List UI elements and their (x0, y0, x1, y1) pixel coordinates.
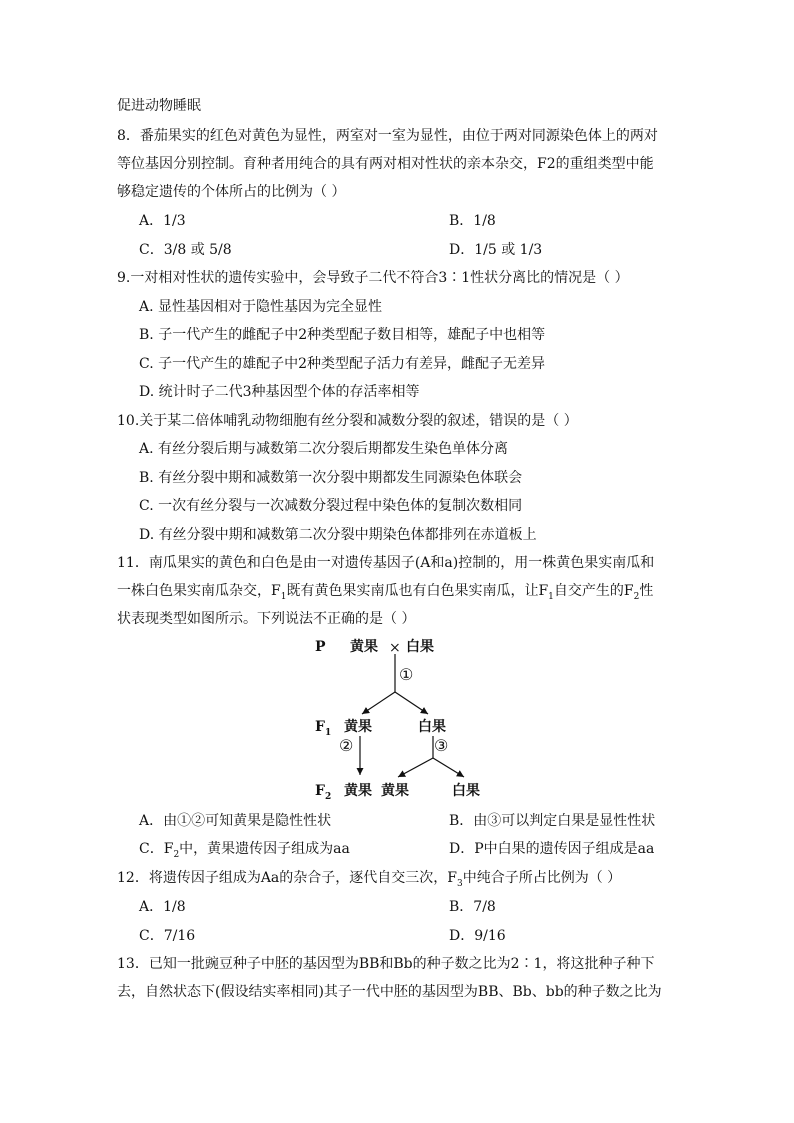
arrow-to-f1-yellow (362, 692, 395, 714)
q10-option-d: D. 有丝分裂中期和减数第二次分裂中期染色体都排列在赤道板上 (139, 527, 537, 543)
f1-yellow-fruit: 黄果 (344, 719, 372, 735)
text-line: 促进动物睡眠 (117, 98, 201, 114)
q12-option-a: A．1/8 (139, 899, 186, 915)
subscript: 1 (548, 591, 554, 602)
step-3-marker: ③ (434, 736, 449, 755)
cross-symbol: × (389, 640, 401, 656)
q10-option-c: C. 一次有丝分裂与一次减数分裂过程中染色体的复制次数相同 (139, 498, 523, 514)
text-run: 既有黄色果实南瓜也有白色果实南瓜，让F (286, 583, 549, 599)
genetics-cross-diagram (300, 632, 520, 807)
p-yellow-fruit: 黄果 (350, 639, 378, 655)
q9-option-b: B. 子一代产生的雌配子中2种类型配子数目相等，雄配子中也相等 (139, 327, 546, 343)
q8-option-c: C．3/8 或 5/8 (139, 242, 232, 258)
f1-white-fruit: 白果 (418, 719, 446, 735)
text-run: 性 (639, 583, 654, 599)
arrow-to-f2-white (433, 758, 464, 777)
generation-f2-label (315, 782, 331, 800)
text-run: 12．将遗传因子组成为Aa的杂合子，逐代自交三次，F (117, 870, 457, 886)
subscript: 1 (280, 591, 287, 602)
q11-option-b: B．由③可以判定白果是显性性状 (449, 813, 656, 829)
text-run: 中纯合子所占比例为（ ） (462, 870, 622, 886)
f2-yellow-fruit-1: 黄果 (344, 783, 372, 799)
f2-yellow-fruit-2: 黄果 (381, 783, 409, 799)
subscript: 2 (173, 849, 180, 860)
q9-option-d: D. 统计时子二代3种基因型个体的存活率相等 (139, 384, 420, 400)
text-run: 一株白色果实南瓜杂交，F (117, 583, 281, 599)
q11-option-c (139, 839, 350, 859)
question-11-stem (117, 581, 653, 601)
question-11-stem: 状表现类型如图所示。下列说法不正确的是（ ） (117, 611, 416, 627)
q10-option-a: A. 有丝分裂后期与减数第二次分裂后期都发生染色单体分离 (139, 441, 509, 457)
question-9-stem: 9.一对相对性状的遗传实验中，会导致子二代不符合3∶1性状分离比的情况是（ ） (117, 270, 629, 286)
step-1-marker: ① (399, 665, 414, 684)
q8-option-d: D．1/5 或 1/3 (449, 242, 543, 258)
text-run: 中，黄果遗传因子组成为aa (179, 841, 350, 857)
text-run: F (315, 719, 325, 735)
text-run: C．F (139, 841, 174, 857)
subscript: 1 (324, 727, 332, 738)
generation-p-label: P (315, 639, 326, 655)
q12-option-b: B．7/8 (449, 899, 496, 915)
q11-option-d: D．P中白果的遗传因子组成是aa (449, 841, 655, 857)
text-run: F (315, 783, 325, 799)
question-11-stem: 11．南瓜果实的黄色和白色是由一对遗传基因子(A和a)控制的，用一株黄色果实南瓜和 (117, 555, 655, 571)
question-12-stem (117, 868, 621, 888)
generation-f1-label (315, 718, 331, 736)
subscript: 2 (633, 591, 640, 602)
q12-option-d: D．9/16 (449, 928, 506, 944)
subscript: 2 (324, 791, 332, 802)
question-13-stem: 13．已知一批豌豆种子中胚的基因型为BB和Bb的种子数之比为2∶1，将这批种子种下 (117, 956, 655, 972)
q12-option-c: C．7/16 (139, 928, 196, 944)
question-13-stem: 去，自然状态下(假设结实率相同)其子一代中胚的基因型为BB、Bb、bb的种子数之比为 (117, 984, 662, 1000)
q8-option-b: B．1/8 (449, 213, 496, 229)
question-8-stem: 够稳定遗传的个体所占的比例为（ ） (117, 184, 346, 200)
q9-option-a: A. 显性基因相对于隐性基因为完全显性 (139, 299, 383, 315)
diagram-lines (300, 632, 520, 807)
q9-option-c: C. 子一代产生的雄配子中2种类型配子活力有差异，雌配子无差异 (139, 356, 546, 372)
p-white-fruit: 白果 (406, 639, 434, 655)
q11-option-a: A．由①②可知黄果是隐性性状 (139, 813, 332, 829)
arrow-to-f2-yellow (398, 758, 433, 777)
question-8-stem: 等位基因分别控制。育种者用纯合的具有两对相对性状的亲本杂交，F2的重组类型中能 (117, 156, 654, 172)
q10-option-b: B. 有丝分裂中期和减数第一次分裂中期都发生同源染色体联会 (139, 470, 523, 486)
question-8-stem: 8．番茄果实的红色对黄色为显性，两室对一室为显性，由位于两对同源染色体上的两对 (117, 128, 658, 144)
subscript: 3 (456, 878, 463, 889)
f2-white-fruit: 白果 (452, 783, 480, 799)
arrow-to-f1-white (395, 692, 428, 714)
text-run: 自交产生的F (553, 583, 634, 599)
step-2-marker: ② (339, 736, 354, 755)
question-10-stem: 10.关于某二倍体哺乳动物细胞有丝分裂和减数分裂的叙述，错误的是（ ） (117, 413, 578, 429)
q8-option-a: A．1/3 (139, 213, 186, 229)
